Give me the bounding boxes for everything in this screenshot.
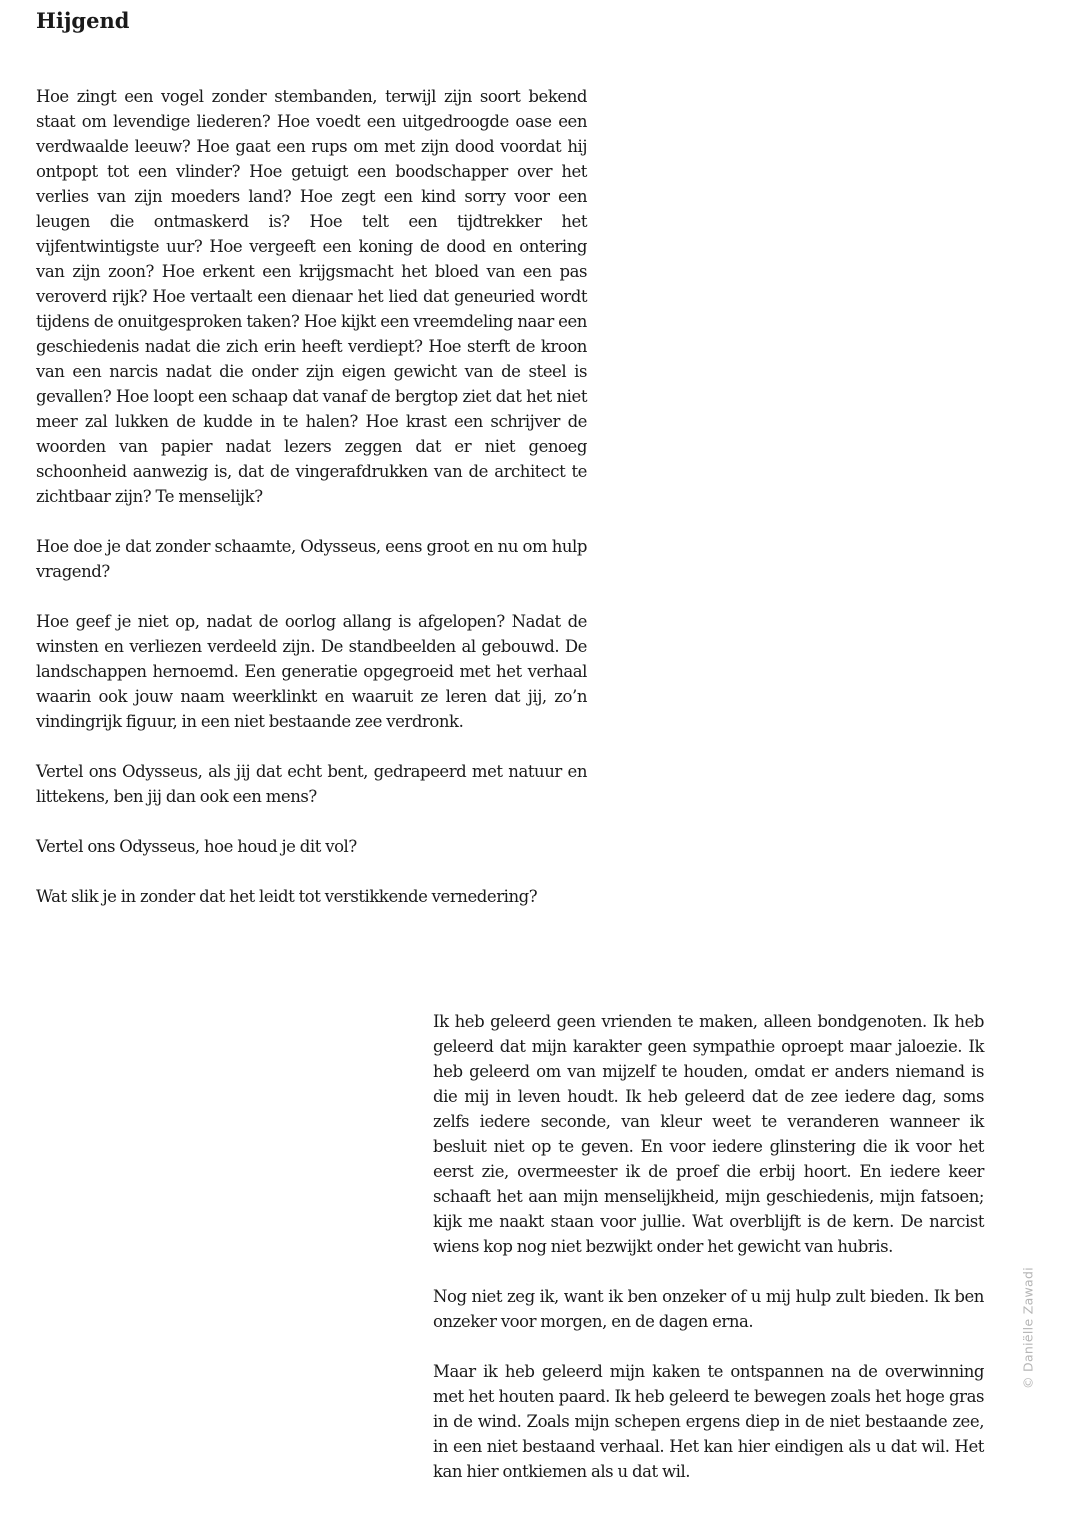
paragraph-questions: Hoe zingt een vogel zonder stembanden, terwijl zijn soort bekend staat om levendige liederen? Hoe voedt een uitgedroogde oase een verdwaalde leeuw? Hoe gaat een rups om met zijn dood voordat hij ontpopt tot een vlinder? Hoe getuigt een boodschapper over het verlies van zijn moeders land? Hoe zegt een kind sorry voor een leugen die ontmaskerd is? Hoe telt een tijdtrekker het vijfentwintigste uur? Hoe vergeeft een koning de dood en ontering van zijn zoon? Hoe erkent een krijgsmacht het bloed van een pas veroverd rijk? Hoe vertaalt een dienaar het lied dat geneuried wordt tijdens de onuitgesproken taken? Hoe kijkt een vreemdeling naar een geschiedenis nadat die zich erin heeft verdiept? Hoe sterft de kroon van een narcis nadat die onder zijn eigen gewicht van de steel is gevallen? Hoe loopt een schaap dat vanaf de bergtop ziet dat het niet meer zal lukken de kudde in te halen? Hoe krast een schrijver de woorden van papier nadat lezers zeggen dat er niet genoeg schoonheid aanwezig is, dat de vingerafdrukken van de architect te zichtbaar zijn? Te menselijk? bbox=[36, 87, 587, 506]
paragraph-relax-jaws: Maar ik heb geleerd mijn kaken te ontspannen na de overwinning met het houten paard. Ik heb geleerd te bewegen zoals het hoge gras in de wind. Zoals mijn schepen ergens diep in de niet bestaande zee, in een niet bestaand verhaal. Het kan hier eindigen als u dat wil. Het kan hier ontkiemen als u dat wil. bbox=[433, 1362, 984, 1481]
poem-part-one bbox=[36, 84, 587, 909]
paragraph-tell-us-endure: Vertel ons Odysseus, hoe houd je dit vol? bbox=[36, 837, 357, 856]
paragraph-not-yet: Nog niet zeg ik, want ik ben onzeker of u mij hulp zult bieden. Ik ben onzeker voor morgen, en de dagen erna. bbox=[433, 1287, 984, 1331]
poem-part-two bbox=[433, 1009, 984, 1484]
copyright-notice: © Daniëlle Zawadi bbox=[1020, 1266, 1036, 1390]
paragraph-tell-us-human: Vertel ons Odysseus, als jij dat echt bent, gedrapeerd met natuur en littekens, ben jij dan ook een mens? bbox=[36, 762, 587, 806]
paragraph-learned: Ik heb geleerd geen vrienden te maken, alleen bondgenoten. Ik heb geleerd dat mijn karakter geen sympathie oproept maar jaloezie. Ik heb geleerd om van mijzelf te houden, omdat er anders niemand is die mij in leven houdt. Ik heb geleerd dat de zee iedere dag, soms zelfs iedere seconde, van kleur weet te veranderen wanneer ik besluit niet op te geven. En voor iedere glinstering die ik voor het eerst zie, overmeester ik de proef die erbij hoort. En iedere keer schaaft het aan mijn menselijkheid, mijn geschiedenis, mijn fatsoen; kijk me naakt staan voor jullie. Wat overblijft is de kern. De narcist wiens kop nog niet bezwijkt onder het gewicht van hubris. bbox=[433, 1012, 984, 1256]
paragraph-odysseus-shame: Hoe doe je dat zonder schaamte, Odysseus, eens groot en nu om hulp vragend? bbox=[36, 537, 587, 581]
paragraph-war-over: Hoe geef je niet op, nadat de oorlog allang is afgelopen? Nadat de winsten en verliezen verdeeld zijn. De standbeelden al gebouwd. De landschappen hernoemd. Een generatie opgegroeid met het verhaal waarin ook jouw naam weerklinkt en waaruit ze leren dat jij, zo’n vindingrijk figuur, in een niet bestaande zee verdronk. bbox=[36, 612, 587, 731]
page-title: Hijgend bbox=[36, 8, 130, 33]
paragraph-swallow: Wat slik je in zonder dat het leidt tot verstikkende vernedering? bbox=[36, 887, 538, 906]
